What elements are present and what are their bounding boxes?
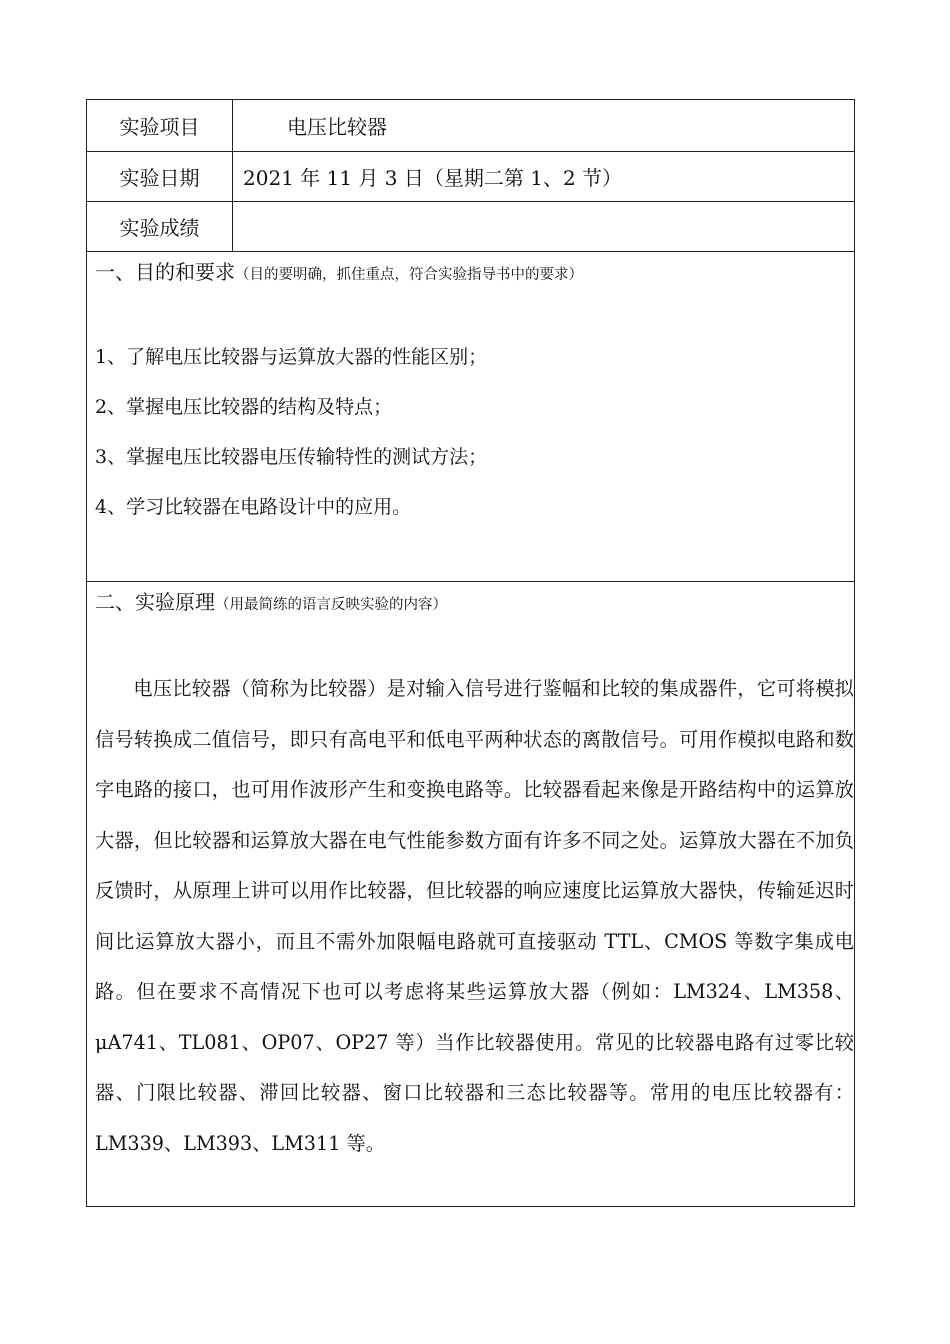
project-label: 实验项目: [87, 100, 233, 151]
section-principle-note: （用最简练的语言反映实验的内容）: [215, 597, 447, 613]
section-objectives: [87, 252, 854, 582]
section-principle: [87, 582, 854, 1206]
report-form: [86, 99, 855, 1207]
objective-item: 4、学习比较器在电路设计中的应用。: [95, 496, 412, 518]
row-date: [87, 152, 854, 202]
row-grade: [87, 202, 854, 252]
section-principle-heading: [95, 586, 447, 615]
date-label: 实验日期: [87, 152, 233, 201]
grade-label: 实验成绩: [87, 202, 233, 251]
row-project: [87, 100, 854, 152]
section-objectives-heading: [95, 256, 583, 285]
principle-text: [95, 664, 854, 1169]
grade-value: [243, 202, 854, 251]
objective-item: 1、了解电压比较器与运算放大器的性能区别；: [95, 346, 488, 368]
section-objectives-note: （目的要明确，抓住重点，符合实验指导书中的要求）: [235, 267, 583, 283]
objective-item: 3、掌握电压比较器电压传输特性的测试方法；: [95, 446, 488, 468]
section-principle-title: 二、实验原理: [95, 590, 215, 614]
section-objectives-title: 一、目的和要求: [95, 260, 235, 284]
objective-item: 2、掌握电压比较器的结构及特点；: [95, 396, 393, 418]
date-value: 2021 年 11 月 3 日（星期二第 1、2 节）: [243, 166, 623, 190]
project-value: 电压比较器: [287, 115, 387, 139]
principle-paragraph: 电压比较器（简称为比较器）是对输入信号进行鉴幅和比较的集成器件，它可将模拟信号转换成二值信号，即只有高电平和低电平两种状态的离散信号。可用作模拟电路和数字电路的接口，也可用作波形产生和变换电路等。比较器看起来像是开路结构中的运算放大器，但比较器和运算放大器在电气性能参数方面有许多不同之处。运算放大器在不加负反馈时，从原理上讲可以用作比较器，但比较器的响应速度比运算放大器快，传输延迟时间比运算放大器小，而且不需外加限幅电路就可直接驱动 TTL、CMOS 等数字集成电路。但在要求不高情况下也可以考虑将某些运算放大器（例如：LM324、LM358、μA741、TL081、OP07、OP27 等）当作比较器使用。常见的比较器电路有过零比较器、门限比较器、滞回比较器、窗口比较器和三态比较器等。常用的电压比较器有：LM339、LM393、LM311 等。: [95, 677, 854, 1155]
